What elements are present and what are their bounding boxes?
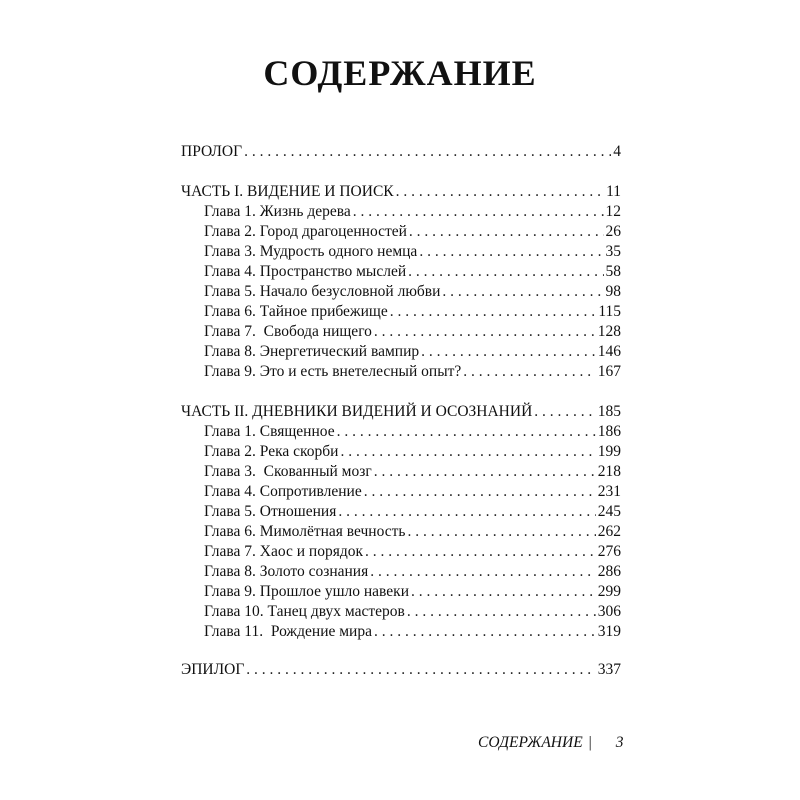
entry-label: Глава 4. Пространство мыслей: [204, 263, 407, 280]
footer-separator: |: [588, 734, 592, 751]
dot-leader: [463, 362, 595, 382]
entry-label: ПРОЛОГ: [181, 143, 243, 160]
toc-chapter: [204, 582, 621, 602]
dot-leader: [390, 302, 597, 322]
entry-page: 262: [597, 523, 621, 540]
entry-page: 218: [597, 463, 621, 480]
entry-page: 286: [597, 563, 621, 580]
entry-page: 115: [598, 303, 621, 320]
entry-page: 98: [605, 283, 621, 300]
running-head: СОДЕРЖАНИЕ: [478, 734, 583, 751]
dot-leader: [442, 282, 603, 302]
toc-chapter: [204, 262, 621, 282]
dot-leader: [370, 562, 596, 582]
entry-page: 299: [597, 583, 621, 600]
dot-leader: [374, 622, 596, 642]
dot-leader: [534, 402, 595, 422]
dot-leader: [407, 602, 596, 622]
toc-chapter: [204, 542, 621, 562]
toc-chapter: [204, 622, 621, 642]
entry-page: 167: [597, 363, 621, 380]
toc-entry-epilogue: [181, 660, 621, 680]
entry-page: 319: [597, 623, 621, 640]
toc-chapter: [204, 482, 621, 502]
toc-entry-prologue: [181, 142, 621, 162]
toc-chapter: [204, 362, 621, 382]
dot-leader: [340, 442, 595, 462]
entry-label: Глава 5. Отношения: [204, 503, 337, 520]
dot-leader: [246, 660, 595, 680]
toc-chapter: [204, 322, 621, 342]
entry-label: Глава 6. Мимолётная вечность: [204, 523, 406, 540]
entry-label: Глава 1. Жизнь дерева: [204, 203, 351, 220]
page-title: СОДЕРЖАНИЕ: [263, 53, 537, 93]
entry-page: 306: [597, 603, 621, 620]
entry-page: 186: [597, 423, 621, 440]
entry-label: Глава 9. Прошлое ушло навеки: [204, 583, 409, 600]
entry-label: Глава 8. Золото сознания: [204, 563, 369, 580]
page-footer: [478, 734, 624, 752]
entry-page: 26: [605, 223, 621, 240]
entry-page: 231: [597, 483, 621, 500]
toc-chapter: [204, 602, 621, 622]
entry-label: Глава 8. Энергетический вампир: [204, 343, 420, 360]
toc-chapter: [204, 562, 621, 582]
entry-label: ЧАСТЬ II. ДНЕВНИКИ ВИДЕНИЙ И ОСОЗНАНИЙ: [181, 403, 533, 420]
entry-label: Глава 10. Танец двух мастеров: [204, 603, 405, 620]
dot-leader: [409, 222, 604, 242]
dot-leader: [365, 542, 596, 562]
entry-page: 276: [597, 543, 621, 560]
toc-chapter: [204, 462, 621, 482]
entry-label: ЭПИЛОГ: [181, 661, 245, 678]
entry-page: 4: [613, 143, 621, 160]
entry-page: 58: [605, 263, 621, 280]
dot-leader: [374, 322, 596, 342]
entry-page: 146: [597, 343, 621, 360]
toc-chapter: [204, 242, 621, 262]
entry-label: Глава 4. Сопротивление: [204, 483, 362, 500]
entry-page: 12: [605, 203, 621, 220]
entry-label: Глава 3. Скованный мозг: [204, 463, 372, 480]
page-number: 3: [615, 734, 624, 751]
toc-chapter: [204, 442, 621, 462]
entry-page: 35: [605, 243, 621, 260]
dot-leader: [408, 262, 603, 282]
entry-label: ЧАСТЬ I. ВИДЕНИЕ И ПОИСК: [181, 183, 394, 200]
entry-label: Глава 2. Река скорби: [204, 443, 339, 460]
entry-label: Глава 9. Это и есть внетелесный опыт?: [204, 363, 462, 380]
toc-chapter: [204, 282, 621, 302]
dot-leader: [407, 522, 595, 542]
toc-chapter: [204, 342, 621, 362]
entry-label: Глава 7. Свобода нищего: [204, 323, 372, 340]
toc-chapter: [204, 302, 621, 322]
entry-page: 11: [606, 183, 621, 200]
entry-page: 199: [597, 443, 621, 460]
toc-chapter: [204, 522, 621, 542]
dot-leader: [338, 502, 595, 522]
toc-entry-part-2: [181, 402, 621, 422]
entry-label: Глава 1. Священное: [204, 423, 335, 440]
entry-label: Глава 11. Рождение мира: [204, 623, 372, 640]
dot-leader: [396, 182, 604, 202]
dot-leader: [411, 582, 596, 602]
dot-leader: [374, 462, 596, 482]
dot-leader: [419, 242, 603, 262]
toc-chapter: [204, 502, 621, 522]
entry-page: 245: [597, 503, 621, 520]
toc-chapter: [204, 422, 621, 442]
entry-label: Глава 5. Начало безусловной любви: [204, 283, 441, 300]
dot-leader: [421, 342, 596, 362]
toc-chapter: [204, 222, 621, 242]
entry-label: Глава 2. Город драгоценностей: [204, 223, 407, 240]
entry-page: 337: [597, 661, 621, 678]
toc-chapter: [204, 202, 621, 222]
entry-label: Глава 7. Хаос и порядок: [204, 543, 364, 560]
entry-page: 128: [597, 323, 621, 340]
dot-leader: [353, 202, 604, 222]
dot-leader: [364, 482, 596, 502]
entry-label: Глава 6. Тайное прибежище: [204, 303, 388, 320]
entry-page: 185: [597, 403, 621, 420]
dot-leader: [337, 422, 596, 442]
dot-leader: [244, 142, 611, 162]
toc-entry-part-1: [181, 182, 621, 202]
entry-label: Глава 3. Мудрость одного немца: [204, 243, 418, 260]
